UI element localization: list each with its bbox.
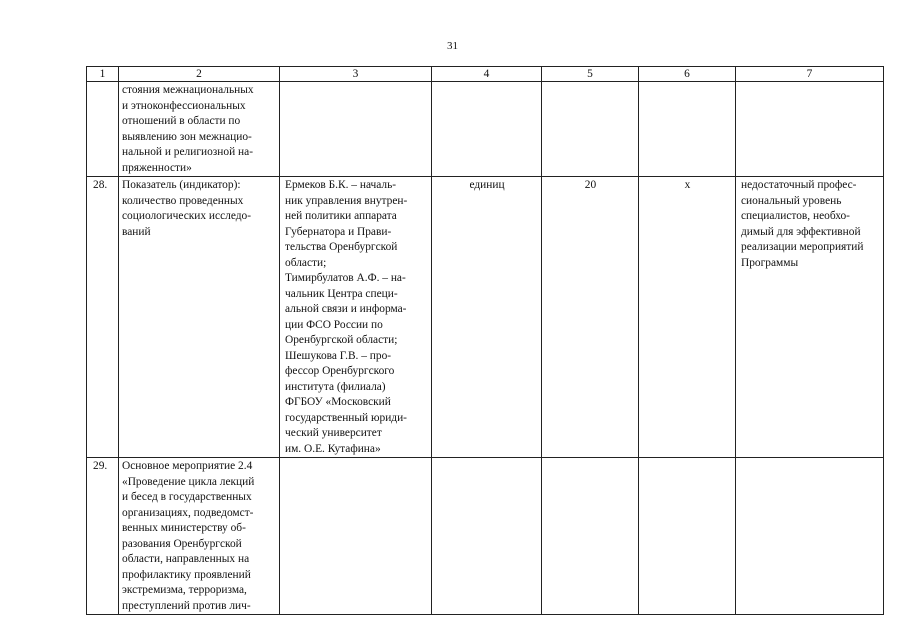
responsible-persons	[280, 458, 432, 615]
header-cell: 5	[542, 67, 639, 82]
value-cell: х	[639, 177, 736, 458]
value-cell	[639, 458, 736, 615]
row-number: 28.	[87, 177, 119, 458]
row-number	[87, 82, 119, 177]
header-cell: 7	[736, 67, 884, 82]
header-row	[87, 67, 884, 82]
measure-description: стояния межнациональных и этноконфессиональных отношений в области по выявлению зон межнацио- нальной и религиозной на- пряженности»	[119, 82, 280, 177]
value-cell	[542, 458, 639, 615]
value-cell	[639, 82, 736, 177]
value-cell	[542, 82, 639, 177]
page-number: 31	[447, 40, 458, 52]
header-cell: 6	[639, 67, 736, 82]
unit-cell	[432, 458, 542, 615]
program-indicators-table	[86, 66, 884, 615]
measure-description: Основное мероприятие 2.4 «Проведение цикла лекций и бесед в государственных организациях, подведомст- венных министерству об- разования Оренбургской области, направленных на профилактику проявлений экстремизма, терроризма, преступлений против лич-	[119, 458, 280, 615]
responsible-persons	[280, 82, 432, 177]
header-cell: 2	[119, 67, 280, 82]
note-cell	[736, 458, 884, 615]
unit-cell: единиц	[432, 177, 542, 458]
note-cell: недостаточный профес- сиональный уровень специалистов, необхо- димый для эффективной реализации мероприятий Программы	[736, 177, 884, 458]
row-number: 29.	[87, 458, 119, 615]
measure-description: Показатель (индикатор): количество проведенных социологических исследо- ваний	[119, 177, 280, 458]
table-row	[87, 458, 884, 615]
header-cell: 3	[280, 67, 432, 82]
table-row	[87, 177, 884, 458]
responsible-persons: Ермеков Б.К. – началь- ник управления внутрен- ней политики аппарата Губернатора и Прави- тельства Оренбургской области; Тимирбулатов А.Ф. – на- чальник Центра специ- альной связи и информа- ции ФСО России по Оренбургской области; Шешукова Г.В. – про- фессор Оренбургского института (филиала) ФГБОУ «Московский государственный юриди- ческий университет им. О.Е. Кутафина»	[280, 177, 432, 458]
unit-cell	[432, 82, 542, 177]
table-row	[87, 82, 884, 177]
value-cell: 20	[542, 177, 639, 458]
header-cell: 1	[87, 67, 119, 82]
note-cell	[736, 82, 884, 177]
header-cell: 4	[432, 67, 542, 82]
